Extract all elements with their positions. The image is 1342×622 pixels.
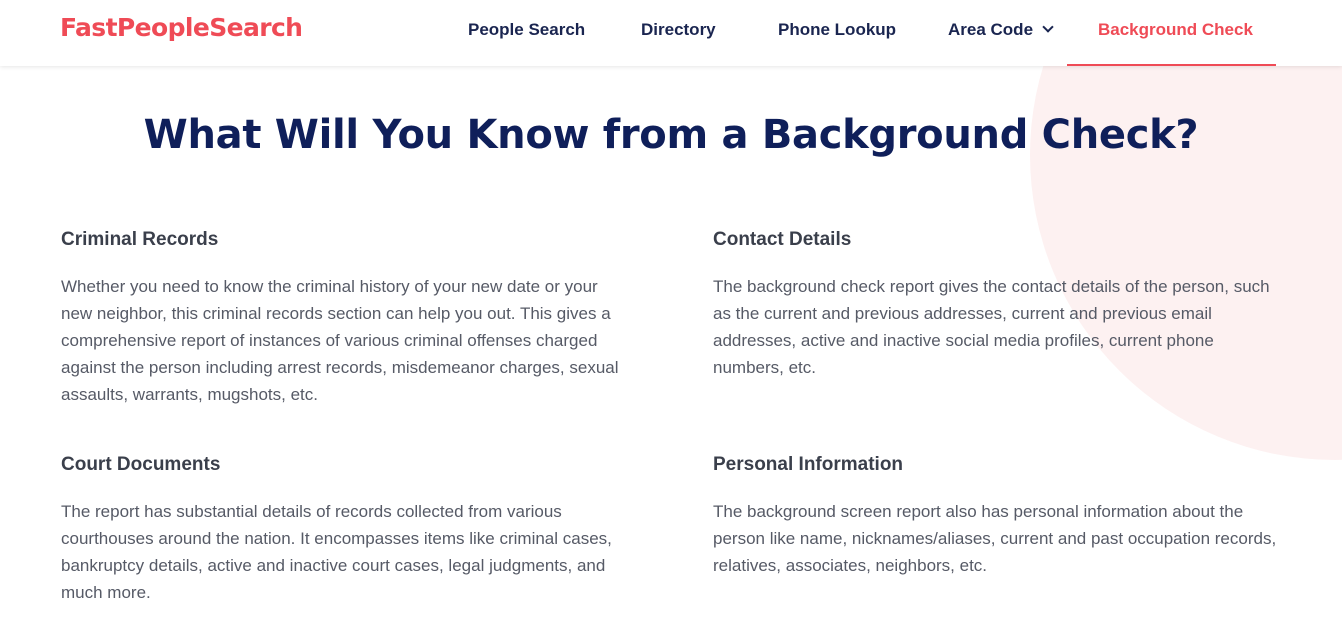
section-body: The background check report gives the contact details of the person, such as the current and previous addresses, current and previous email addresses, active and inactive social media profiles, current phone numbers, etc. <box>713 277 1270 377</box>
main-content <box>0 66 1342 622</box>
nav-item-background-check[interactable] <box>1098 0 1253 66</box>
nav-item-label: Background Check <box>1098 20 1253 39</box>
section-title: Criminal Records <box>61 229 219 250</box>
page-heading: What Will You Know from a Background Check? <box>143 112 1199 158</box>
active-tab-indicator <box>1067 64 1276 66</box>
nav-item-area-code-dropdown[interactable] <box>948 0 1052 66</box>
site-logo[interactable]: FastPeopleSearch <box>60 13 303 42</box>
nav-item-label: People Search <box>468 20 586 39</box>
section-body: The report has substantial details of records collected from various courthouses around the nation. It encompasses items like criminal cases, bankruptcy details, active and inactive court cases, legal judgments, and much more. <box>61 502 612 602</box>
nav-item-directory[interactable] <box>641 0 716 66</box>
section-title: Court Documents <box>61 454 221 475</box>
nav-item-label: Area Code <box>948 20 1034 39</box>
chevron-down-icon <box>1042 21 1053 32</box>
section-title: Personal Information <box>713 454 904 475</box>
section-personal-information <box>713 454 1283 579</box>
top-navbar <box>0 0 1342 66</box>
section-court-documents <box>61 454 631 606</box>
nav-item-phone-lookup[interactable] <box>778 0 896 66</box>
section-body: The background screen report also has personal information about the person like name, nicknames/aliases, current and past occupation records, relatives, associates, neighbors, etc. <box>713 502 1277 575</box>
section-contact-details <box>713 229 1283 381</box>
nav-item-people-search[interactable] <box>468 0 585 66</box>
nav-item-label: Directory <box>641 20 716 39</box>
section-criminal-records <box>61 229 631 408</box>
section-body: Whether you need to know the criminal history of your new date or your new neighbor, this criminal records section can help you out. This gives a comprehensive report of instances of various criminal offenses charged against the person including arrest records, misdemeanor charges, sexual assaults, warrants, mugshots, etc. <box>61 277 619 404</box>
nav-item-label: Phone Lookup <box>778 20 897 39</box>
section-title: Contact Details <box>713 229 852 250</box>
